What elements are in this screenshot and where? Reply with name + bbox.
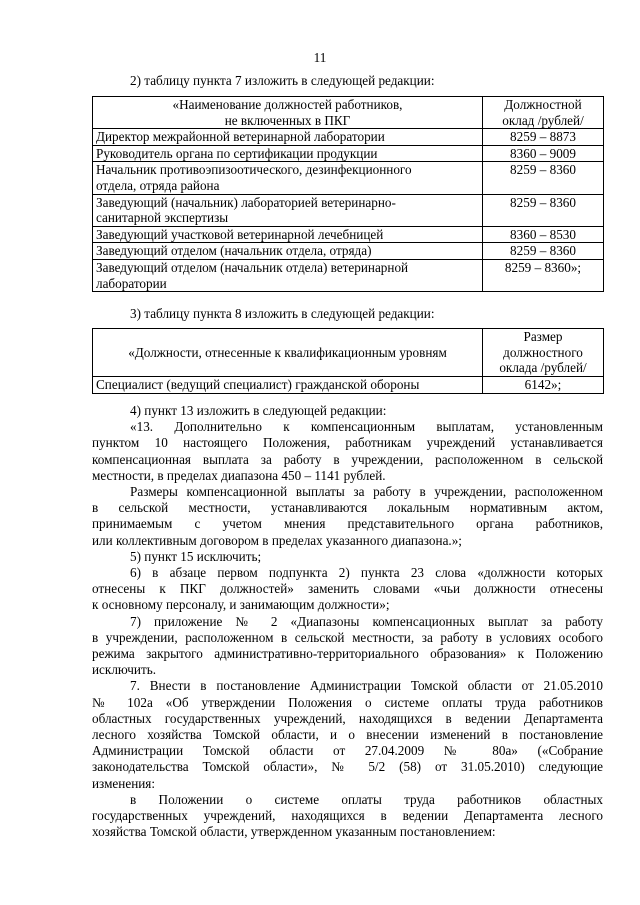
table-7-header: [93, 97, 604, 129]
table-8-wrapper: [92, 328, 603, 394]
table-cell-position: Руководитель органа по сертификации продукции: [93, 145, 483, 162]
table-cell-salary: 6142»;: [483, 377, 604, 394]
table-row: [93, 162, 604, 194]
final-paragraph-line: хозяйства Томской области, утвержденном указанным постановлением:: [92, 824, 496, 840]
table-cell-position: Заведующий участковой ветеринарной лечебницей: [93, 226, 483, 243]
item-6-line: отнесены к ПКГ должностей» заменить словами «чьи должности отнесены: [92, 581, 603, 597]
page-number: 11: [313, 50, 327, 65]
section-7-line: законодательства Томской области», № 5/2 (58) от 31.05.2010) следующие: [92, 759, 603, 775]
section-7-line: областных государственных учреждений, находящихся в ведении Департамента: [92, 710, 603, 726]
sizes-paragraph-line: принимаемым с учетом мнения представительного органа работников,: [92, 516, 603, 532]
item-2-intro: 2) таблицу пункта 7 изложить в следующей редакции:: [130, 73, 435, 88]
item-7-line: 7) приложение № 2 «Диапазоны компенсационных выплат за работу: [130, 613, 603, 629]
table-row: [93, 226, 604, 243]
table-cell-salary: 8259 – 8360: [483, 162, 604, 194]
table-row: [93, 259, 604, 291]
table-8-header: [93, 329, 604, 377]
table-cell-salary: 8360 – 9009: [483, 145, 604, 162]
section-7-line: № 102а «Об утверждении Положения о системе оплаты труда работников: [92, 694, 603, 710]
table-8: [92, 328, 604, 394]
paragraph-13-line: пунктом 10 настоящего Положения, работникам учреждений устанавливается: [92, 435, 603, 451]
item-6-line: к основному персоналу, и занимающим должности»;: [92, 597, 390, 613]
body-text: [92, 403, 603, 840]
item-5: 5) пункт 15 исключить;: [130, 548, 262, 564]
table-cell-position: Начальник противоэпизоотического, дезинфекционного отдела, отряда района: [93, 162, 483, 194]
item-6-line: 6) в абзаце первом подпункта 2) пункта 23 слова «должности которых: [130, 565, 603, 581]
final-paragraph-line: в Положении о системе оплаты труда работников областных: [130, 791, 603, 807]
item-7-line: исключить.: [92, 662, 157, 678]
final-paragraph-line: государственных учреждений, находящихся в ведении Департамента лесного: [92, 808, 603, 824]
table-cell-salary: 8360 – 8530: [483, 226, 604, 243]
table-7-header-salary: Должностной оклад /рублей/: [483, 97, 604, 129]
sizes-paragraph-line: или коллективным договором в пределах указанного диапазона.»;: [92, 532, 462, 548]
table-7-header-name: «Наименование должностей работников, не включенных в ПКГ: [93, 97, 483, 129]
table-7-wrapper: [92, 96, 603, 292]
table-row: [93, 377, 604, 394]
table-cell-position: Директор межрайонной ветеринарной лаборатории: [93, 129, 483, 146]
table-cell-position: Заведующий (начальник) лабораторией ветеринарно- санитарной экспертизы: [93, 194, 483, 226]
sizes-paragraph-line: Размеры компенсационной выплаты за работу в учреждении, расположенном: [130, 484, 603, 500]
table-cell-salary: 8259 – 8360: [483, 243, 604, 260]
paragraph-13-line: местности, в пределах диапазона 450 – 1141 рублей.: [92, 467, 386, 483]
table-8-header-name: «Должности, отнесенные к квалификационным уровням: [93, 329, 483, 377]
table-cell-salary: 8259 – 8360»;: [483, 259, 604, 291]
table-cell-salary: 8259 – 8360: [483, 194, 604, 226]
section-7-line: изменения:: [92, 775, 156, 791]
table-row: [93, 145, 604, 162]
table-cell-position: Заведующий отделом (начальник отдела, отряда): [93, 243, 483, 260]
item-7-line: режима закрытого административно-территориального образования» к Положению: [92, 646, 603, 662]
table-7: [92, 96, 604, 292]
item-7-line: в учреждении, расположенном в сельской местности, за работу в условиях особого: [92, 629, 603, 645]
section-7-line: лесного хозяйства Томской области, и о внесении изменений в постановление: [92, 727, 603, 743]
table-cell-salary: 8259 – 8873: [483, 129, 604, 146]
section-7-line: 7. Внести в постановление Администрации Томской области от 21.05.2010: [130, 678, 603, 694]
table-8-header-salary: Размер должностного оклада /рублей/: [483, 329, 604, 377]
table-cell-position: Специалист (ведущий специалист) гражданской обороны: [93, 377, 483, 394]
item-4: 4) пункт 13 изложить в следующей редакции:: [130, 403, 387, 418]
section-7-line: Администрации Томской области от 27.04.2009 № 80а» («Собрание: [92, 743, 603, 759]
item-3-intro: 3) таблицу пункта 8 изложить в следующей редакции:: [130, 306, 435, 321]
table-row: [93, 129, 604, 146]
paragraph-13-line: компенсационная выплата за работу в учреждении, расположенном в сельской: [92, 451, 603, 467]
table-cell-position: Заведующий отделом (начальник отдела) ветеринарной лаборатории: [93, 259, 483, 291]
table-row: [93, 194, 604, 226]
paragraph-13-line: «13. Дополнительно к компенсационным выплатам, установленным: [130, 419, 603, 435]
table-row: [93, 243, 604, 260]
sizes-paragraph-line: в сельской местности, устанавливаются локальным нормативным актом,: [92, 500, 603, 516]
